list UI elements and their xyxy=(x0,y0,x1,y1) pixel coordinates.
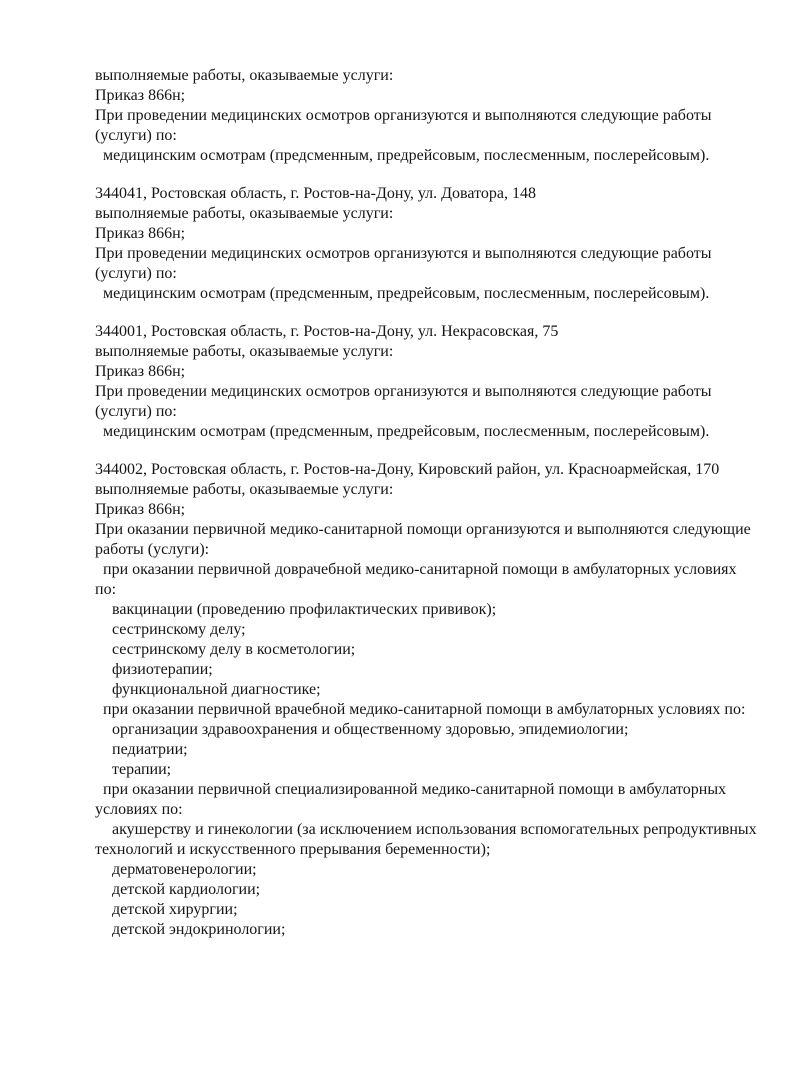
service-item: дерматовенерологии; xyxy=(112,861,257,878)
text-line: При оказании первичной медико-санитарной помощи организуются и выполняются следующие xyxy=(95,521,751,538)
service-item: акушерству и гинекологии (за исключением использования вспомогательных репродуктивных xyxy=(112,821,757,838)
address-line: 344002, Ростовская область, г. Ростов-на-Дону, Кировский район, ул. Красноармейская, 170 xyxy=(95,461,720,478)
order-reference: Приказ 866н; xyxy=(95,87,186,104)
care-category-line: при оказании первичной врачебной медико-санитарной помощи в амбулаторных условиях по: xyxy=(103,701,746,718)
text-block xyxy=(95,66,752,166)
order-reference: Приказ 866н; xyxy=(95,225,186,242)
service-item: вакцинации (проведению профилактических прививок); xyxy=(112,601,497,618)
text-line: выполняемые работы, оказываемые услуги: xyxy=(95,205,394,222)
text-line: (услуги) по: xyxy=(95,403,177,420)
service-item: физиотерапии; xyxy=(112,661,213,678)
text-block xyxy=(95,184,752,304)
care-category-line: при оказании первичной доврачебной медико-санитарной помощи в амбулаторных условиях xyxy=(103,561,737,578)
order-reference: Приказ 866н; xyxy=(95,363,186,380)
text-line: технологий и искусственного прерывания беременности); xyxy=(95,841,491,858)
service-item: педиатрии; xyxy=(112,741,188,758)
text-line: условиях по: xyxy=(95,801,183,818)
text-line: выполняемые работы, оказываемые услуги: xyxy=(95,67,394,84)
text-line: (услуги) по: xyxy=(95,127,177,144)
service-item: медицинским осмотрам (предсменным, предрейсовым, послесменным, послерейсовым). xyxy=(103,147,710,164)
text-line: (услуги) по: xyxy=(95,265,177,282)
service-item: организации здравоохранения и общественному здоровью, эпидемиологии; xyxy=(112,721,629,738)
text-line: При проведении медицинских осмотров организуются и выполняются следующие работы xyxy=(95,383,712,400)
service-item: детской хирургии; xyxy=(112,901,238,918)
service-item: терапии; xyxy=(112,761,172,778)
text-block xyxy=(95,460,757,940)
text-line: работы (услуги): xyxy=(95,541,210,558)
text-line: выполняемые работы, оказываемые услуги: xyxy=(95,343,394,360)
text-line: по: xyxy=(95,581,117,598)
service-item: детской кардиологии; xyxy=(112,881,261,898)
text-line: При проведении медицинских осмотров организуются и выполняются следующие работы xyxy=(95,107,712,124)
address-line: 344041, Ростовская область, г. Ростов-на-Дону, ул. Доватора, 148 xyxy=(95,185,536,202)
text-block xyxy=(95,322,752,442)
service-item: медицинским осмотрам (предсменным, предрейсовым, послесменным, послерейсовым). xyxy=(103,285,710,302)
order-reference: Приказ 866н; xyxy=(95,501,186,518)
service-item: функциональной диагностике; xyxy=(112,681,321,698)
care-category-line: при оказании первичной специализированной медико-санитарной помощи в амбулаторных xyxy=(103,781,727,798)
service-item: сестринскому делу в косметологии; xyxy=(112,641,356,658)
address-line: 344001, Ростовская область, г. Ростов-на-Дону, ул. Некрасовская, 75 xyxy=(95,323,559,340)
service-item: детской эндокринологии; xyxy=(112,921,286,938)
service-item: медицинским осмотрам (предсменным, предрейсовым, послесменным, послерейсовым). xyxy=(103,423,710,440)
text-line: При проведении медицинских осмотров организуются и выполняются следующие работы xyxy=(95,245,712,262)
text-line: выполняемые работы, оказываемые услуги: xyxy=(95,481,394,498)
service-item: сестринскому делу; xyxy=(112,621,246,638)
